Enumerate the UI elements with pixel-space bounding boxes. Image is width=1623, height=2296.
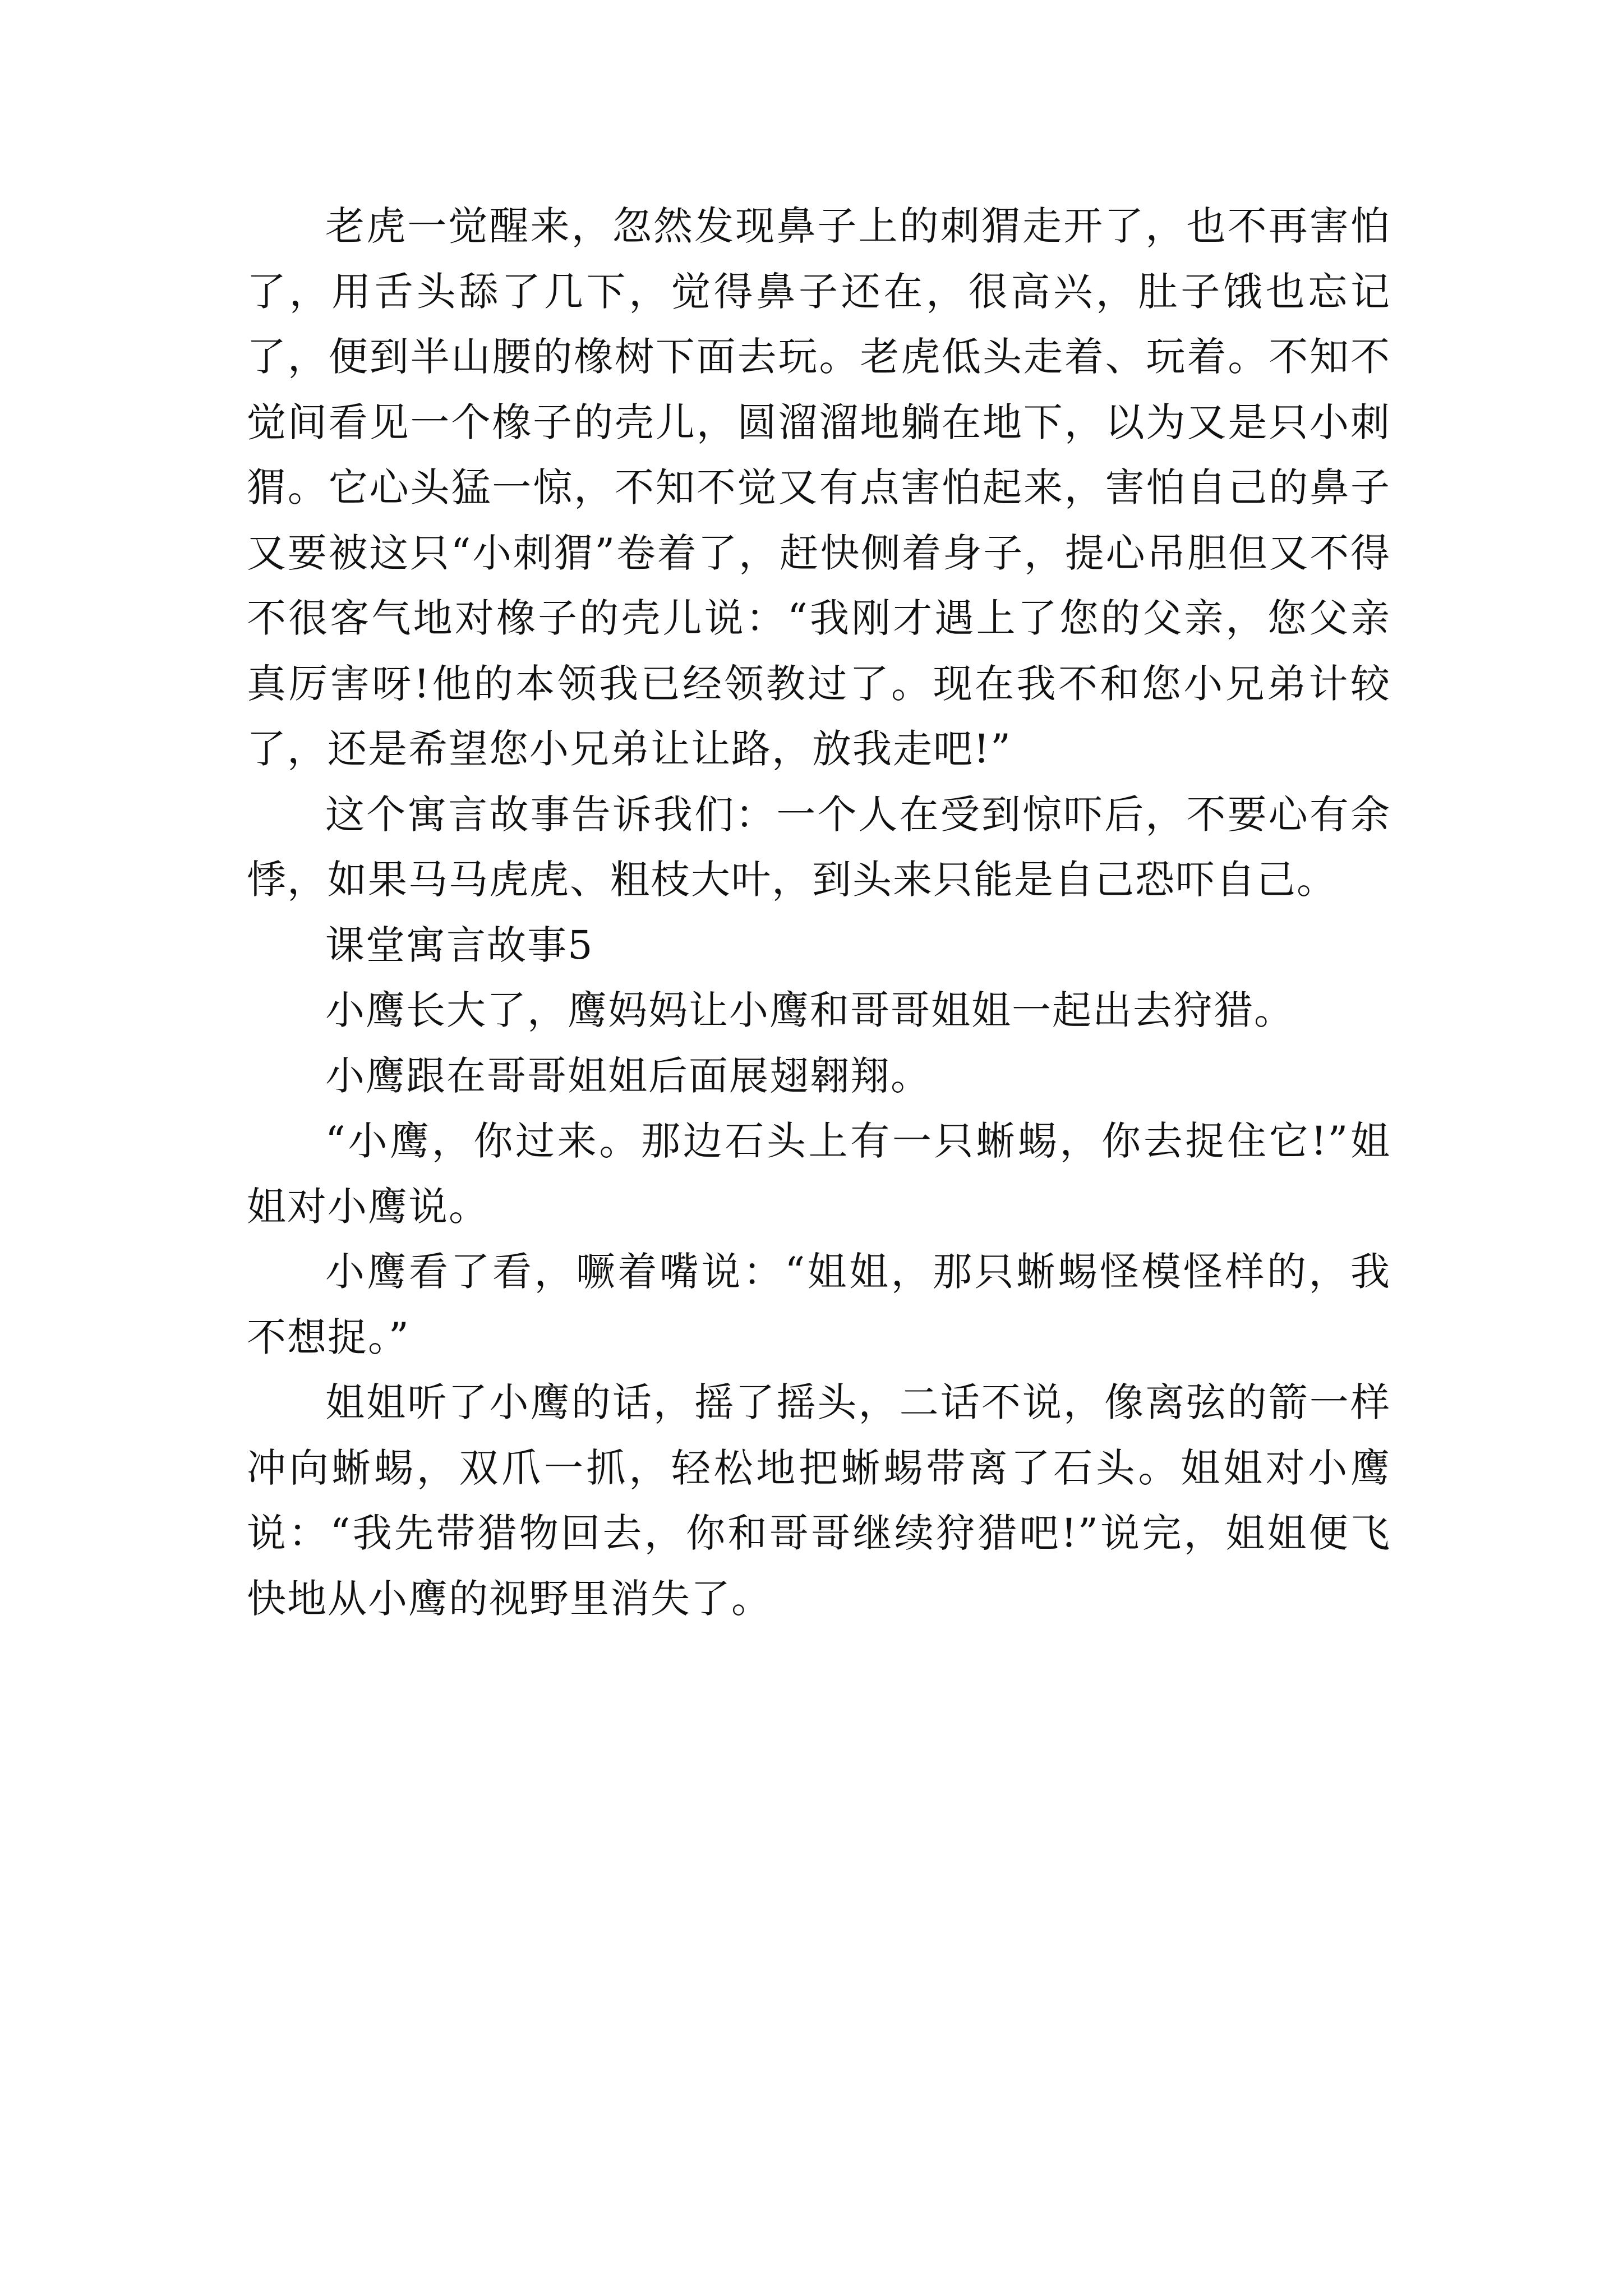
paragraph-eagle-follow: 小鹰跟在哥哥姐姐后面展翅翱翔。: [325, 1052, 931, 1099]
document-body: [247, 194, 1391, 1631]
paragraph-sister-says: “小鹰，你过来。那边石头上有一只蜥蜴，你去捉住它!”姐姐对小鹰说。: [247, 1118, 1391, 1230]
paragraph-sister-hunts: 姐姐听了小鹰的话，摇了摇头，二话不说，像离弦的箭一样冲向蜥蜴，双爪一抓，轻松地把蜥蜴带离了石头。姐姐对小鹰说：“我先带猎物回去，你和哥哥继续狩猎吧!”说完，姐姐便飞快地从小鹰的视野里消失了。: [247, 1379, 1391, 1622]
section-heading: 课堂寓言故事5: [325, 922, 594, 968]
paragraph-eagle-reply: 小鹰看了看，噘着嘴说：“姐姐，那只蜥蜴怪模怪样的，我不想捉。”: [247, 1249, 1391, 1360]
paragraph-eagle-intro: 小鹰长大了，鹰妈妈让小鹰和哥哥姐姐一起出去狩猎。: [325, 987, 1294, 1033]
paragraph-tiger-story: 老虎一觉醒来，忽然发现鼻子上的刺猬走开了，也不再害怕了，用舌头舔了几下，觉得鼻子还在，很高兴，肚子饿也忘记了，便到半山腰的橡树下面去玩。老虎低头走着、玩着。不知不觉间看见一个橡子的壳儿，圆溜溜地躺在地下，以为又是只小刺猬。它心头猛一惊，不知不觉又有点害怕起来，害怕自己的鼻子又要被这只“小刺猬”卷着了，赶快侧着身子，提心吊胆但又不得不很客气地对橡子的壳儿说：“我刚才遇上了您的父亲，您父亲真厉害呀!他的本领我已经领教过了。现在我不和您小兄弟计较了，还是希望您小兄弟让让路，放我走吧!”: [247, 203, 1391, 772]
paragraph-moral: 这个寓言故事告诉我们：一个人在受到惊吓后，不要心有余悸，如果马马虎虎、粗枝大叶，到头来只能是自己恐吓自己。: [247, 791, 1391, 903]
